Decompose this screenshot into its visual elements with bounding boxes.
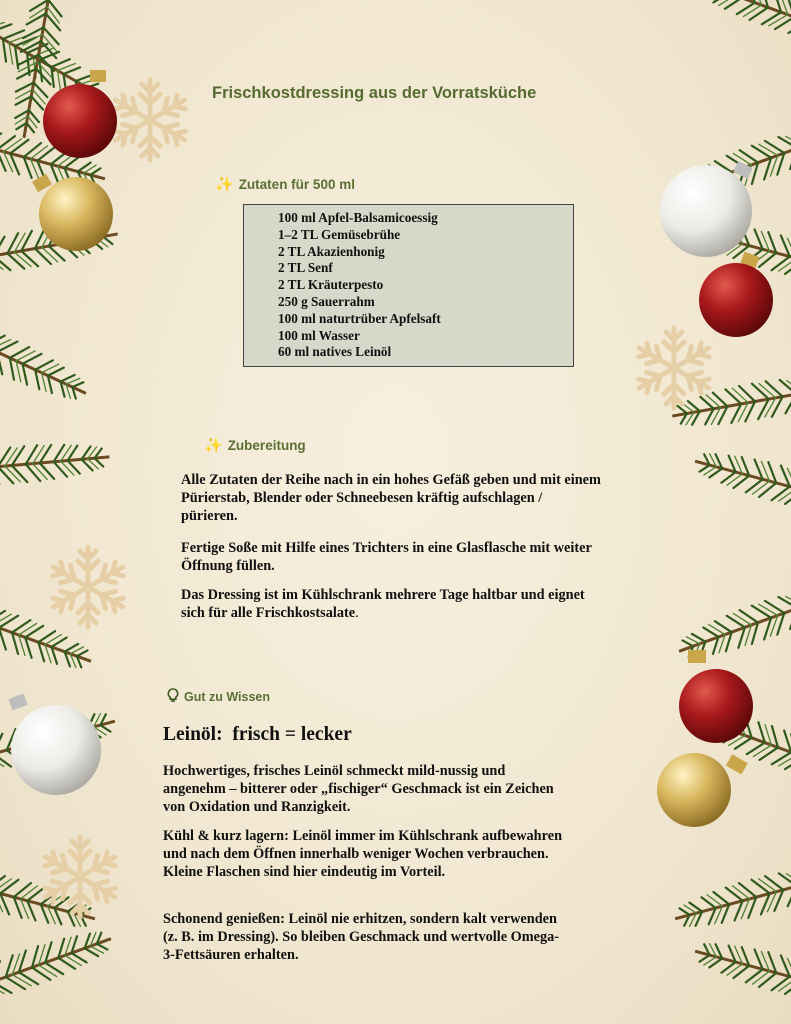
bauble-gold-bottom-right [657, 753, 748, 827]
ingredients-list [278, 210, 573, 361]
snowflake-icon [634, 328, 713, 408]
tips-subtitle: Leinöl: frisch = lecker [163, 724, 352, 745]
tips-heading-label: Gut zu Wissen [184, 690, 271, 704]
ingredient-item: 250 g Sauerrahm [278, 293, 375, 309]
ingredients-box [243, 204, 574, 367]
preparation-step-3-text: Das Dressing ist im Kühlschrank mehrere Tage haltbar und eignet sich für alle Frischkostsalate [181, 587, 585, 622]
preparation-heading [204, 436, 306, 454]
preparation-step-3 [181, 586, 601, 622]
snowflake-icon [40, 837, 119, 917]
ingredient-item: 1–2 TL Gemüsebrühe [278, 226, 401, 242]
ingredient-item: 2 TL Senf [278, 260, 333, 276]
bauble-red-bottom-right [679, 650, 753, 743]
preparation-step-2: Fertige Soße mit Hilfe eines Trichters in eine Glasflasche mit weiter Öffnung füllen. [181, 540, 592, 575]
ingredient-item: 100 ml naturtrüber Apfelsaft [278, 310, 441, 326]
preparation-heading-label: Zubereitung [227, 437, 306, 453]
snowflake-icon [48, 547, 127, 627]
ingredient-item: 2 TL Kräuterpesto [278, 277, 384, 293]
tip-paragraph-1: Hochwertiges, frisches Leinöl schmeckt mild-nussig und angenehm – bitterer oder „fischiger“ Geschmack ist ein Zeichen von Oxidation und Ranzigkeit. [163, 763, 554, 816]
sparkle-icon: ✨ [204, 437, 223, 454]
bauble-white-left [8, 694, 101, 795]
preparation-step-1: Alle Zutaten der Reihe nach in ein hohes Gefäß geben und mit einem Pürierstab, Blender oder Schneebesen kräftig aufschlagen / pürieren. [181, 472, 601, 525]
ingredient-item: 100 ml Apfel-Balsamicoessig [278, 210, 438, 225]
bauble-gold-left [32, 174, 113, 251]
tip-paragraph-3: Schonend genießen: Leinöl nie erhitzen, sondern kalt verwenden (z. B. im Dressing). So bleiben Geschmack und wertvolle Omega-3-Fettsäuren erhalten. [163, 911, 560, 964]
pine-branches-right [669, 0, 791, 1007]
ingredient-item: 2 TL Akazienhonig [278, 243, 385, 259]
ingredient-item: 100 ml Wasser [278, 327, 360, 343]
preparation-step-3-period: . [355, 605, 359, 622]
page-title: Frischkostdressing aus der Vorratsküche [212, 84, 537, 102]
ingredient-item: 60 ml natives Leinöl [278, 344, 392, 360]
ingredients-heading-label: Zutaten für 500 ml [238, 176, 355, 192]
tip-paragraph-2: Kühl & kurz lagern: Leinöl immer im Kühlschrank aufbewahren und nach dem Öffnen innerhalb weniger Wochen verbrauchen. Kleine Flaschen sind hier eindeutig im Vorteil. [163, 828, 563, 881]
snowflake-icon [110, 80, 189, 160]
tips-heading [167, 688, 270, 706]
lightbulb-icon [167, 688, 179, 706]
ingredients-heading [215, 175, 355, 193]
sparkle-icon: ✨ [215, 176, 234, 193]
bauble-white-right [660, 161, 753, 257]
